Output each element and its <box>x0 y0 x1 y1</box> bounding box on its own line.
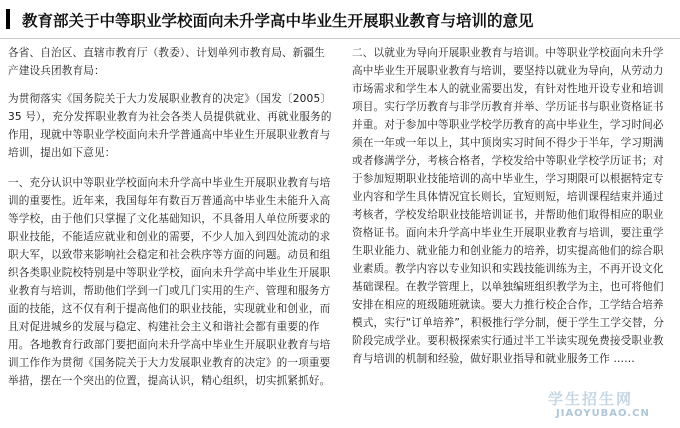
title-accent-bar <box>6 9 10 29</box>
document-header <box>0 0 680 39</box>
section-two-paragraph: 二、以就业为导向开展职业教育与培训。中等职业学校面向未升学高中毕业生开展职业教育与培训，要坚持以就业为导向，从劳动力市场需求和学生本人的就业需要出发，有针对性地开设专业和培训项目。实行学历教育与非学历教育并举、学历证书与职业资格证书并重。对于参加中等职业学校学历教育的高中毕业生，学习时间必须在一年或一年以上，其中顶岗实习时间不得少于半年，学习期满或者修满学分，考核合格者，学校发给中等职业学校学历证书；对于参加短期职业技能培训的高中毕业生，学习期限可以根据特定专业内容和学生具体情况宜长则长，宜短则短，培训课程结束并通过考核者，学校发给职业技能培训证书，并帮助他们取得相应的职业资格证书。面向未升学高中毕业生开展职业教育与培训，要注重学生职业能力、就业能力和创业能力的培养，切实提高他们的综合职业素质。教学内容以专业知识和实践技能训练为主，不再开设文化基础课程。在教学管理上，以单独编班组织教学为主，也可将他们安排在相应的班级随班就读。要大力推行校企合作，工学结合培养模式，实行“订单培养”，积极推行学分制，便于学生工学交替，分阶段完成学业。要积极探索实行通过半工半读实现免费接受职业教育与培训的机制和经验，做好职业指导和就业服务工作 …… <box>352 47 665 365</box>
watermark-logo: 学生招生网 <box>548 390 634 408</box>
left-column <box>8 44 334 390</box>
right-column <box>352 44 672 368</box>
salutation-paragraph: 各省、自治区、直辖市教育厅（教委）、计划单列市教育局、新疆生产建设兵团教育局： <box>8 47 326 77</box>
intro-paragraph: 为贯彻落实《国务院关于大力发展职业教育的决定》（国发〔2005〕35 号），充分发挥职业教育为社会各类人员提供就业、再就业服务的作用，现就中等职业学校面向未升学普通高中毕业生开展职业教育与培训，提出如下意见： <box>8 93 332 159</box>
section-one-paragraph: 一、充分认识中等职业学校面向未升学高中毕业生开展职业教育与培训的重要性。近年来，我国每年有数百万普通高中毕业生未能升入高等学校，由于他们只掌握了文化基础知识，不具备用人单位所要求的职业技能，不能适应就业和创业的需要，不少人加入到四处流动的求职大军，以致带来影响社会稳定和社会秩序等方面的问题。动员和组织各类职业院校特别是中等职业学校，面向未升学高中毕业生开展职业教育与培训，帮助他们学到一门或几门实用的生产、管理和服务方面的技能，这不仅有利于提高他们的职业技能，实现就业和创业，而且对促进城乡的发展与稳定、构建社会主义和谐社会都有重要的作用。各地教育行政部门要把面向未升学高中毕业生开展职业教育与培训工作作为贯彻《国务院关于大力发展职业教育的决定》的一项重要举措，摆在一个突出的位置，提高认识，精心组织，切实抓紧抓好。 <box>8 177 331 387</box>
watermark-domain: JIAOYUBAO.CN <box>556 408 650 419</box>
document-title: 教育部关于中等职业学校面向未升学高中毕业生开展职业教育与培训的意见 <box>22 12 534 30</box>
site-watermark <box>538 388 678 428</box>
